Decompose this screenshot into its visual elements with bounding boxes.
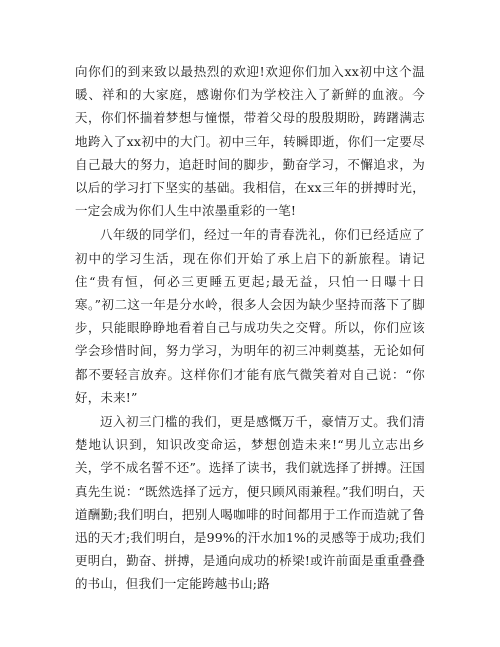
paragraph-welcome: 向你们的到来致以最热烈的欢迎!欢迎你们加入xx初中这个温暖、祥和的大家庭，感谢你们为学校注入了新鲜的血液。今天，你们怀揣着梦想与憧憬，带着父母的殷殷期盼，踌躇满志地跨入了xx初中的大门。初中三年，转瞬即逝，你们一定要尽自己最大的努力，追赶时间的脚步，勤奋学习，不懈追求，为以后的学习打下坚实的基础。我相信，在xx三年的拼搏时光，一定会成为你们人生中浓墨重彩的一笔!: [75, 64, 425, 219]
document-body: [75, 60, 425, 596]
paragraph-grade-eight: 八年级的同学们，经过一年的青春洗礼，你们已经适应了初中的学习生活，现在你们开始了承上启下的新旅程。请记住“贵有恒，何必三更睡五更起;最无益，只怕一日曝十日寒。”初二这一年是分水岭，很多人会因为缺少坚持而落下了脚步，只能眼睁睁地看着自己与成功失之交臂。所以，你们应该学会珍惜时间，努力学习，为明年的初三冲刺奠基，无论如何都不要轻言放弃。这样你们才能有底气微笑着对自己说：“你好，未来!”: [75, 227, 425, 405]
paragraph-grade-nine: 迈入初三门槛的我们，更是感慨万千，豪情万丈。我们清楚地认识到，知识改变命运，梦想创造未来!“男儿立志出乡关，学不成名誓不还”。选择了读书，我们就选择了拼搏。汪国真先生说：“既然选择了远方，便只顾风雨兼程。”我们明白，天道酬勤;我们明白，把别人喝咖啡的时间都用于工作而造就了鲁迅的天才;我们明白，是99%的汗水加1%的灵感等于成功;我们更明白，勤奋、拼搏，是通向成功的桥梁!或许前面是重重叠叠的书山，但我们一定能跨越书山;路: [75, 414, 425, 592]
